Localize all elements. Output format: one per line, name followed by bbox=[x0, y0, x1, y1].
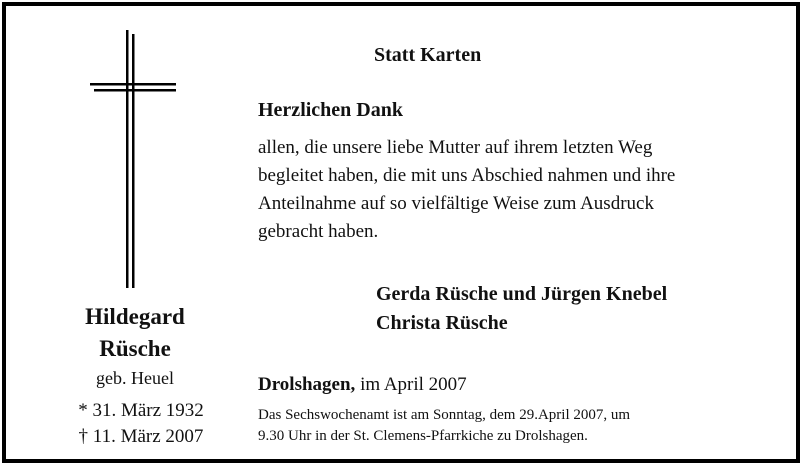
obituary-card bbox=[2, 2, 800, 463]
signers bbox=[376, 280, 667, 338]
thanks-line: begleitet haben, die mit uns Abschied nahmen und ihre bbox=[258, 165, 676, 186]
signer-line: Gerda Rüsche und Jürgen Knebel bbox=[376, 283, 668, 305]
thanks-text bbox=[258, 134, 778, 246]
thanks-heading: Herzlichen Dank bbox=[258, 99, 403, 121]
cross-icon bbox=[88, 30, 180, 288]
signer-line: Christa Rüsche bbox=[376, 312, 508, 334]
deceased-first-name: Hildegard bbox=[85, 304, 185, 329]
service-notice bbox=[258, 405, 758, 447]
deceased-maiden-name: geb. Heuel bbox=[96, 368, 174, 388]
notice-line: 9.30 Uhr in der St. Clemens-Pfarrkiche zu Drolshagen. bbox=[258, 428, 588, 444]
place-date: im April 2007 bbox=[355, 374, 467, 395]
thanks-line: Anteilnahme auf so vielfältige Weise zum Ausdruck bbox=[258, 193, 654, 214]
thanks-line: allen, die unsere liebe Mutter auf ihrem letzten Weg bbox=[258, 137, 653, 158]
deceased-last-name: Rüsche bbox=[99, 336, 171, 361]
thanks-line: gebracht haben. bbox=[258, 221, 379, 242]
statt-karten-heading: Statt Karten bbox=[374, 44, 482, 66]
death-date: † 11. März 2007 bbox=[78, 426, 204, 447]
notice-line: Das Sechswochenamt ist am Sonntag, dem 29.April 2007, um bbox=[258, 407, 631, 423]
place-date-line bbox=[258, 374, 467, 396]
birth-date: * 31. März 1932 bbox=[78, 400, 204, 421]
place-name: Drolshagen, bbox=[258, 374, 356, 395]
